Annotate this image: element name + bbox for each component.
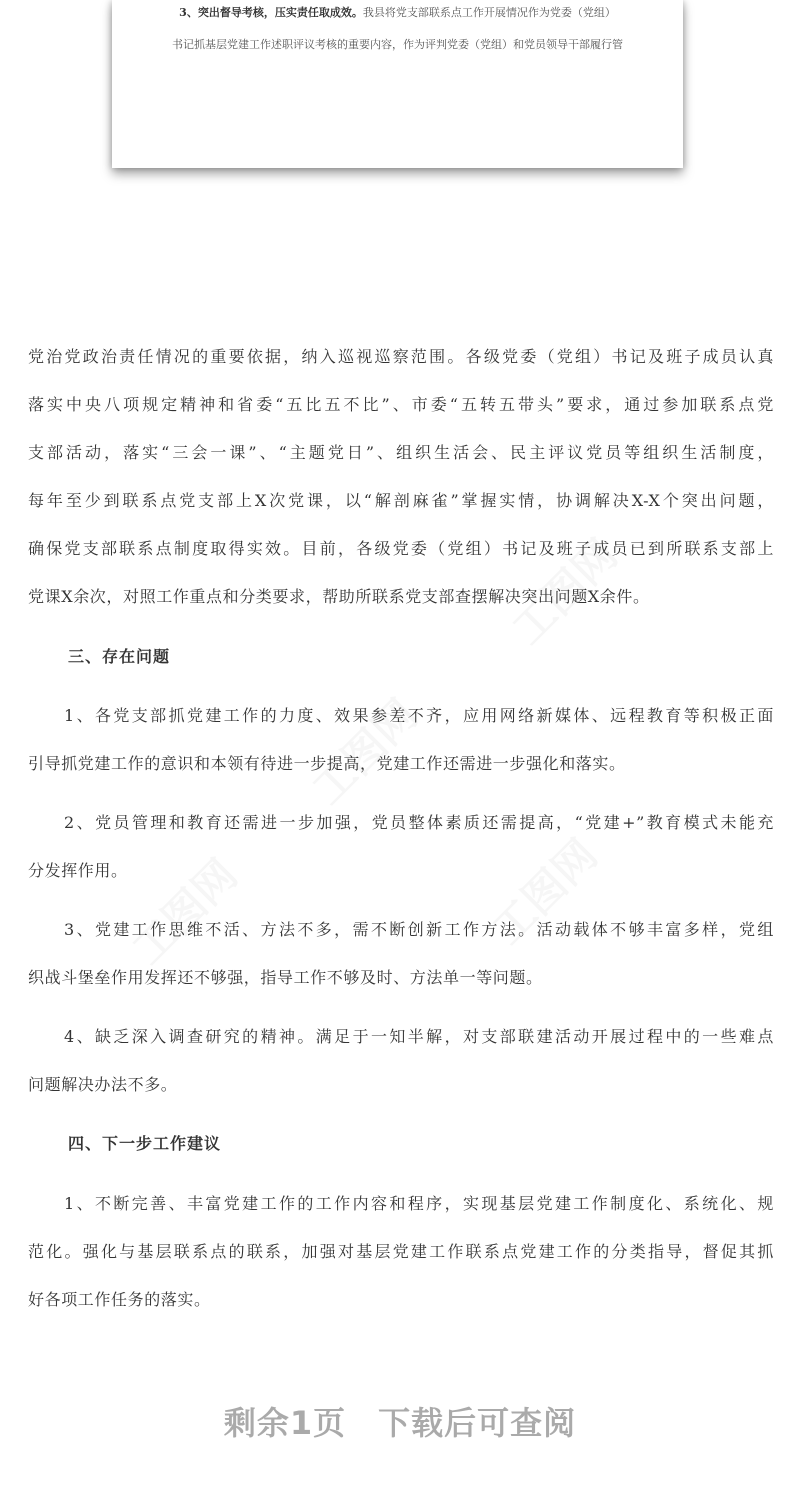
paragraph-line: 党治党政治责任情况的重要依据，纳入巡视巡察范围。各级党委（党组）书记及班子成员认真 <box>28 347 774 366</box>
section-heading-next-steps: 四、下一步工作建议 <box>68 1134 222 1153</box>
preview-line-1 <box>112 4 683 20</box>
paragraph-line: 落实中央八项规定精神和省委“五比五不比”、市委“五转五带头”要求，通过参加联系点党 <box>28 395 774 414</box>
paragraph-line: 支部活动，落实“三会一课”、“主题党日”、组织生活会、民主评议党员等组织生活制度， <box>28 443 774 462</box>
preview-line-1-rest: 我县将党支部联系点工作开展情况作为党委（党组） <box>362 6 616 19</box>
paragraph-line: 引导抓党建工作的意识和本领有待进一步提高，党建工作还需进一步强化和落实。 <box>28 754 626 773</box>
paragraph-line: 1、不断完善、丰富党建工作的工作内容和程序，实现基层党建工作制度化、系统化、规 <box>64 1194 774 1213</box>
paragraph-line: 好各项工作任务的落实。 <box>28 1290 211 1309</box>
paragraph-line: 织战斗堡垒作用发挥还不够强，指导工作不够及时、方法单一等问题。 <box>28 968 543 987</box>
paragraph-line: 1、各党支部抓党建工作的力度、效果参差不齐，应用网络新媒体、远程教育等积极正面 <box>64 706 774 725</box>
remaining-pages-text: 剩余1页 <box>223 1404 347 1442</box>
watermark <box>297 684 429 816</box>
download-to-view-text: 下载后可查阅 <box>378 1404 577 1442</box>
paragraph-line: 确保党支部联系点制度取得实效。目前，各级党委（党组）书记及班子成员已到所联系支部上 <box>28 539 774 558</box>
paragraph-line: 每年至少到联系点党支部上X次党课，以“解剖麻雀”掌握实情，协调解决X-X个突出问题， <box>28 491 774 510</box>
paragraph-line: 3、党建工作思维不活、方法不多，需不断创新工作方法。活动载体不够丰富多样，党组 <box>64 920 774 939</box>
paragraph-line: 4、缺乏深入调查研究的精神。满足于一知半解，对支部联建活动开展过程中的一些难点 <box>64 1027 774 1046</box>
download-notice[interactable] <box>0 1398 800 1444</box>
section-heading-problems: 三、存在问题 <box>68 647 171 666</box>
paragraph-line: 范化。强化与基层联系点的联系，加强对基层党建工作联系点党建工作的分类指导，督促其抓 <box>28 1242 774 1261</box>
preview-line-2: 书记抓基层党建工作述职评议考核的重要内容，作为评判党委（党组）和党员领导干部履行管 <box>172 38 623 51</box>
paragraph-line: 分发挥作用。 <box>28 861 128 880</box>
paragraph-line: 党课X余次，对照工作重点和分类要求，帮助所联系党支部查摆解决突出问题X余件。 <box>28 587 650 606</box>
paragraph-line: 问题解决办法不多。 <box>28 1075 178 1094</box>
preview-line-1-bold: 3、突出督导考核，压实责任取成效。 <box>179 6 363 19</box>
document-page-preview <box>112 0 683 168</box>
paragraph-line: 2、党员管理和教育还需进一步加强，党员整体素质还需提高，“党建+”教育模式未能充 <box>64 813 774 832</box>
